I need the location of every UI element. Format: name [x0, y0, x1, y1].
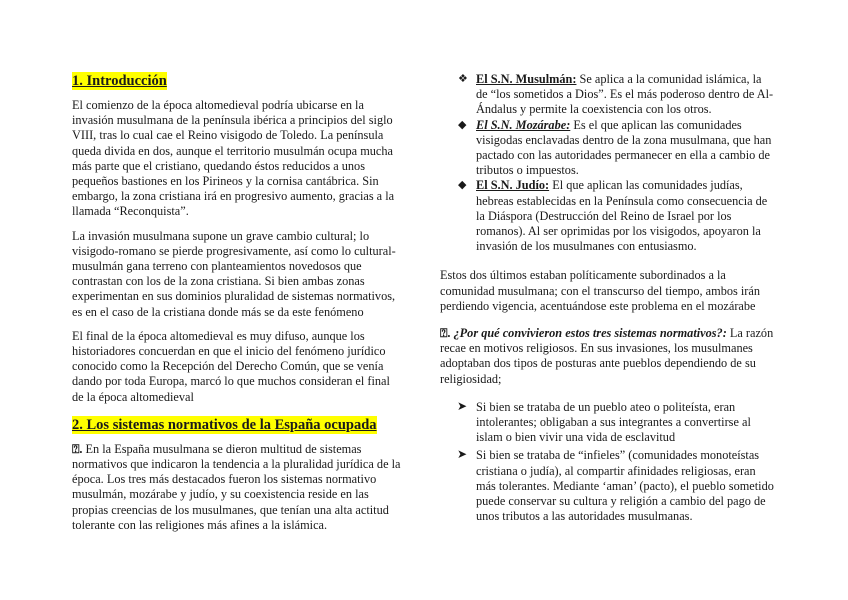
postures-list — [440, 400, 776, 525]
right-column — [440, 72, 776, 527]
spacer — [440, 254, 776, 268]
term-mozarabe: El S.N. Mozárabe: — [476, 117, 571, 132]
text-musulman: Se aplica a la comunidad islámica, la de “los sometidos a Dios”. Es el más poderoso dentro de Al-Ándalus y permite la coexistencia con los otros. — [476, 72, 774, 117]
paragraph-intro-1: El comienzo de la época altomedieval podría ubicarse en la invasión musulmana de la península ibérica a principios del siglo VIII, tras lo cual cae el Reino visigodo de Toledo. La península queda divida en dos, aunque el territorio musulmán ocupa mucha más parte que el cristiano, quedando éstos reducidos a unos pequeños bastiones en los Pirineos y la cornisa cantábrica. Sin embargo, la zona cristiana irá en progresivo aumento, gracias a la llamada “Reconquista”. — [72, 98, 395, 219]
list-item-ateo — [440, 400, 776, 446]
section-heading-sistemas: 2. Los sistemas normativos de la España ocupada — [72, 416, 377, 433]
arrow-bullet-icon: ➤ — [457, 447, 468, 462]
question-box-icon: ⍰. — [440, 326, 451, 341]
paragraph-question — [440, 326, 776, 387]
term-judio: El S.N. Judío: — [476, 178, 550, 193]
term-musulman: El S.N. Musulmán: — [476, 72, 577, 86]
diamond-bullet-icon: ◆ — [458, 179, 467, 192]
left-column — [72, 72, 404, 542]
question-title: ¿Por qué convivieron estos tres sistemas normativos?: — [450, 326, 727, 341]
text-ateo: Si bien se trataba de un pueblo ateo o politeísta, eran intolerantes; obligaban a sus integrantes a convertirse al islam o bien vivir una vida de esclavitud — [476, 399, 751, 445]
arrow-bullet-icon: ➤ — [457, 398, 468, 413]
paragraph-intro-2: La invasión musulmana supone un grave cambio cultural; lo visigodo-romano se pierde progresivamente, así como lo cultural-musulmán gana terreno con planteamientos novedosos que contrastan con los de la zona cristiana. Si bien ambas zonas experimentan en sus dominios pluralidad de sistemas normativos, es en el caso de la cristiana donde más se da este fenómeno — [72, 228, 396, 319]
paragraph-intro-3: El final de la época altomedieval es muy difuso, aunque los historiadores concuerdan en que el inicio del fenómeno jurídico conocido como la Recepción del Derecho Común, que se venía dando por toda Europa, marcó lo que muchos consideran el final de la época altomedieval — [72, 328, 390, 404]
text-infieles: Si bien se trataba de “infieles” (comunidades monoteístas cristiana o judía), al compartir afinidades religiosas, eran más tolerantes. Mediante ‘aman’ (pacto), el pueblo sometido puede conservar su cultura y religión a cambio del pago de unos tributos a las autoridades musulmanas. — [476, 448, 774, 524]
list-item-judio — [440, 178, 776, 254]
paragraph-sistemas-text: En la España musulmana se dieron multitud de sistemas normativos que indicaron la tendencia a la pluralidad jurídica de la época. Los tres más destacados fueron los sistemas normativo musulmán, mozárabe y judío, y su coexistencia reside en las propias creencias de los musulmanes, que tenían una alta actitud tolerante con las religiones más afines a la islámica. — [72, 441, 401, 532]
normative-systems-list — [440, 72, 776, 254]
text-judio: El que aplican las comunidades judías, hebreas establecidas en la Península como consecuencia de la Diáspora (Destrucción del Reino de Israel por los romanos). Al ser oprimidas por los visigodos, apoyaron la invasión de los musulmanes con entusiasmo. — [476, 178, 768, 254]
text-mozarabe: Es el que aplican las comunidades visigodas enclavadas dentro de la zona musulmana, que han pactado con las autoridades permanecer en ella a cambio de tributos o impuestos. — [476, 117, 772, 178]
paragraph-subordinados: Estos dos últimos estaban políticamente subordinados a la comunidad musulmana; con el transcurso del tiempo, ambos irán perdiendo vigencia, acentuándose este problema en el mozárabe — [440, 268, 760, 313]
diamond-star-bullet-icon: ❖ — [458, 73, 468, 85]
list-item-musulman — [440, 72, 776, 118]
section-heading-introduccion: 1. Introducción — [72, 73, 167, 89]
paragraph-sistemas — [72, 442, 404, 533]
list-item-infieles — [440, 448, 776, 524]
diamond-bullet-icon: ◆ — [458, 118, 467, 131]
question-text: La razón recae en motivos religiosos. En sus invasiones, los musulmanes adoptaban dos tipos de posturas ante pueblos dependiendo de su religiosidad; — [440, 326, 774, 386]
list-item-mozarabe — [440, 118, 776, 179]
question-box-icon: ⍰. — [72, 441, 83, 456]
